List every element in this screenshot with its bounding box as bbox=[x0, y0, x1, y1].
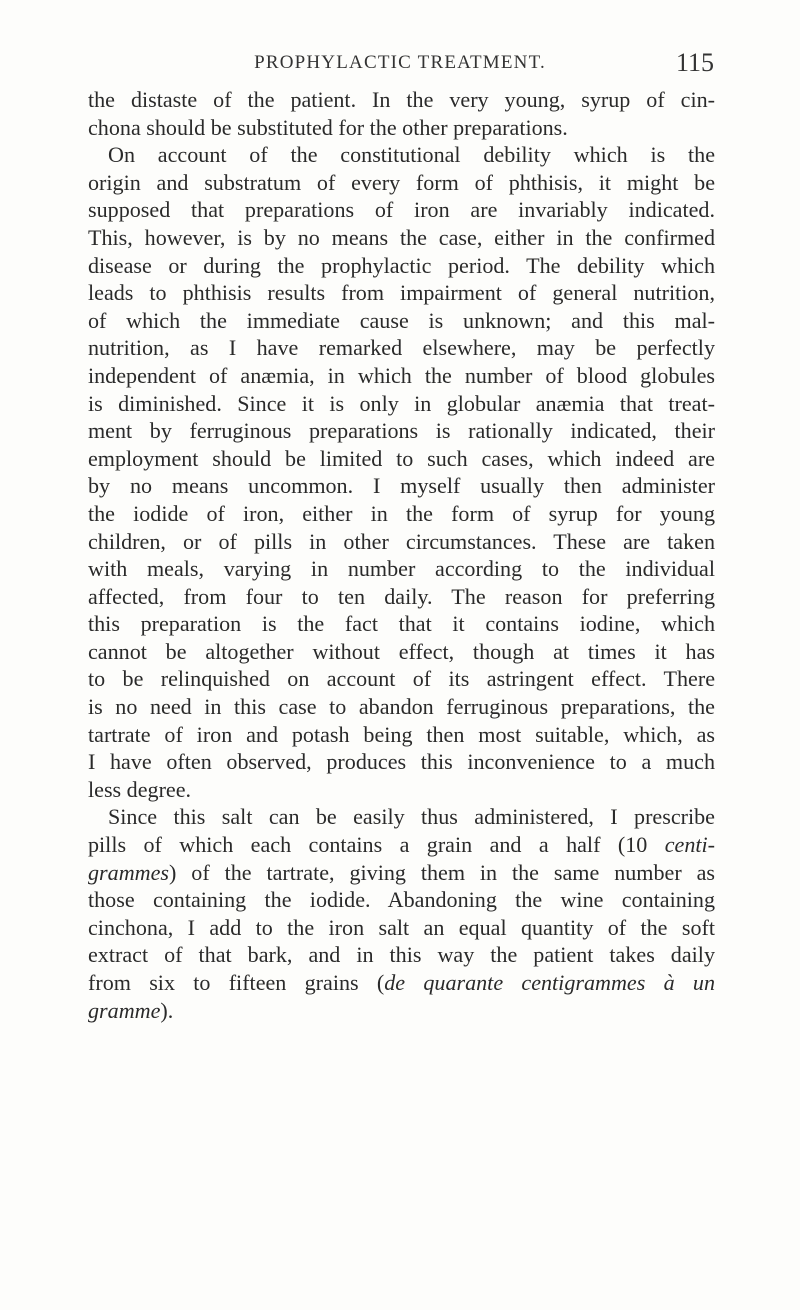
text-segment: by no means uncommon. I myself usually then administer bbox=[88, 473, 715, 499]
text-line bbox=[88, 886, 715, 914]
text-line bbox=[88, 362, 715, 390]
text-segment-italic: de quarante centigrammes à un bbox=[384, 970, 715, 995]
text-segment: with meals, varying in number according to the individual bbox=[88, 556, 715, 582]
text-line bbox=[88, 252, 715, 280]
text-line bbox=[88, 86, 715, 114]
text-segment: ). bbox=[160, 997, 174, 1023]
text-line bbox=[88, 500, 715, 528]
text-line bbox=[88, 997, 715, 1025]
text-line bbox=[88, 472, 715, 500]
text-line bbox=[88, 417, 715, 445]
text-line bbox=[88, 334, 715, 362]
running-head bbox=[0, 48, 800, 82]
text-segment: This, however, is by no means the case, either in the confirmed bbox=[88, 224, 715, 250]
text-segment: the iodide of iron, either in the form of syrup for young bbox=[88, 500, 715, 526]
text-line bbox=[88, 141, 715, 169]
text-segment: nutrition, as I have remarked elsewhere, may be perfectly bbox=[88, 335, 715, 361]
text-segment: less degree. bbox=[88, 776, 192, 802]
text-segment: from six to fifteen grains ( bbox=[88, 970, 385, 995]
text-line bbox=[88, 555, 715, 583]
text-segment: extract of that bark, and in this way the patient takes daily bbox=[88, 942, 715, 968]
text-segment: independent of anæmia, in which the number of blood globules bbox=[88, 362, 715, 388]
text-line bbox=[88, 665, 715, 693]
text-segment: children, or of pills in other circumstances. These are taken bbox=[88, 528, 715, 554]
text-line bbox=[88, 859, 715, 887]
text-segment: On account of the constitutional debility which is the bbox=[108, 142, 715, 168]
text-segment: chona should be substituted for the other preparations. bbox=[88, 114, 568, 140]
text-segment: affected, from four to ten daily. The reason for preferring bbox=[88, 583, 715, 609]
text-segment: cinchona, I add to the iron salt an equal quantity of the soft bbox=[88, 914, 715, 940]
text-segment: I have often observed, produces this inconvenience to a much bbox=[88, 749, 715, 775]
text-segment: ) of the tartrate, giving them in the same number as bbox=[169, 859, 715, 885]
text-line bbox=[88, 803, 715, 831]
text-line bbox=[88, 776, 715, 804]
text-line bbox=[88, 196, 715, 224]
text-line bbox=[88, 969, 715, 997]
text-segment: ment by ferruginous preparations is rationally indicated, their bbox=[88, 418, 715, 444]
text-segment: to be relinquished on account of its astringent effect. There bbox=[88, 666, 715, 692]
text-segment-italic: gramme bbox=[88, 997, 161, 1023]
text-line bbox=[88, 224, 715, 252]
text-line bbox=[88, 114, 715, 142]
text-segment: leads to phthisis results from impairment of general nutrition, bbox=[88, 280, 715, 306]
text-segment: cannot be altogether without effect, though at times it has bbox=[88, 638, 715, 664]
text-segment: the distaste of the patient. In the very young, syrup of cin- bbox=[88, 87, 715, 112]
text-segment: employment should be limited to such cases, which indeed are bbox=[88, 445, 715, 471]
text-line bbox=[88, 748, 715, 776]
text-line bbox=[88, 528, 715, 556]
text-line bbox=[88, 721, 715, 749]
page-number: 115 bbox=[675, 48, 714, 77]
text-line bbox=[88, 307, 715, 335]
text-segment: origin and substratum of every form of phthisis, it might be bbox=[88, 169, 715, 195]
text-segment-italic: centi- bbox=[664, 832, 715, 858]
text-line bbox=[88, 638, 715, 666]
text-segment: is diminished. Since it is only in globular anæmia that treat- bbox=[88, 390, 715, 416]
text-line bbox=[88, 831, 715, 859]
text-segment: of which the immediate cause is unknown; and this mal- bbox=[88, 307, 715, 333]
text-line bbox=[88, 169, 715, 197]
text-segment: supposed that preparations of iron are invariably indicated. bbox=[88, 197, 715, 223]
text-line bbox=[88, 390, 715, 418]
text-line bbox=[88, 610, 715, 638]
running-title: PROPHYLACTIC TREATMENT. bbox=[254, 52, 546, 73]
text-line bbox=[88, 445, 715, 473]
text-segment: those containing the iodide. Abandoning the wine containing bbox=[88, 887, 715, 913]
text-segment: pills of which each contains a grain and a half (10 bbox=[88, 832, 665, 858]
text-segment-italic: grammes bbox=[88, 859, 170, 885]
text-line bbox=[88, 583, 715, 611]
text-segment: Since this salt can be easily thus administered, I prescribe bbox=[108, 804, 715, 830]
text-segment: tartrate of iron and potash being then most suitable, which, as bbox=[88, 721, 715, 747]
text-segment: is no need in this case to abandon ferruginous preparations, the bbox=[88, 694, 715, 720]
text-line bbox=[88, 693, 715, 721]
body-text bbox=[88, 86, 715, 1024]
text-line bbox=[88, 279, 715, 307]
text-segment: disease or during the prophylactic period. The debility which bbox=[88, 252, 715, 278]
text-segment: this preparation is the fact that it contains iodine, which bbox=[88, 611, 715, 637]
text-line bbox=[88, 941, 715, 969]
text-line bbox=[88, 914, 715, 942]
